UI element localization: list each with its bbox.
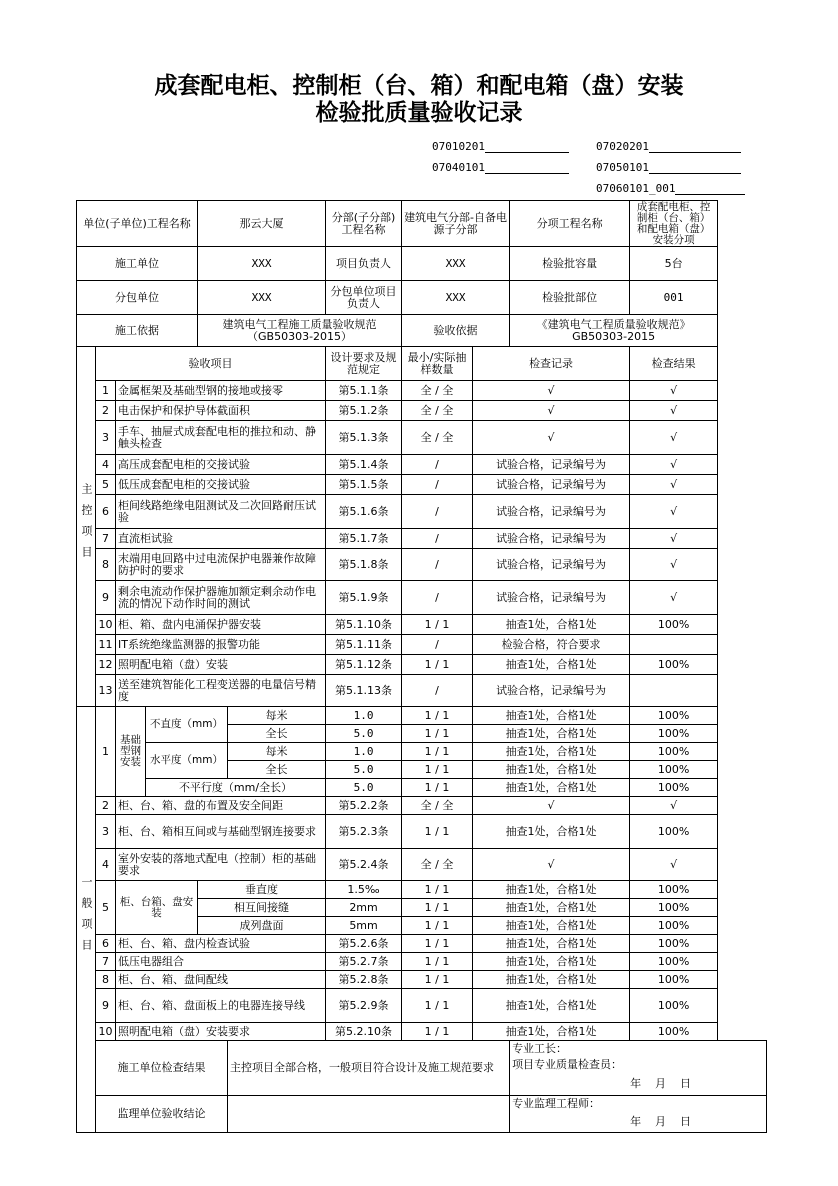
item-no: 5 xyxy=(96,475,116,495)
unit-label: 单位(子单位)工程名称 xyxy=(77,201,198,247)
item-spec: 第5.1.11条 xyxy=(326,635,402,655)
item-record: 抽查1处，合格1处 xyxy=(473,707,630,725)
group-label: 柜、台箱、盘安装 xyxy=(116,881,198,935)
item-name: 室外安装的落地式配电（控制）柜的基础要求 xyxy=(116,849,326,881)
item-sample: 1 / 1 xyxy=(402,935,473,953)
item-spec: 第5.2.8条 xyxy=(326,971,402,989)
item-spec: 第5.1.7条 xyxy=(326,529,402,549)
item-result xyxy=(630,675,718,707)
item-record: 抽查1处，合格1处 xyxy=(473,989,630,1023)
subcontractor-value: XXX xyxy=(198,281,326,315)
sub-pm-value: XXX xyxy=(402,281,510,315)
item-result: √ xyxy=(630,549,718,581)
item-sample: / xyxy=(402,529,473,549)
item-spec: 第5.2.7条 xyxy=(326,953,402,971)
item-result: 100% xyxy=(630,953,718,971)
batch-code: 07020201 xyxy=(596,140,649,153)
item-sample: / xyxy=(402,635,473,655)
item-name: 柜间线路绝缘电阻测试及二次回路耐压试验 xyxy=(116,495,326,529)
item-no: 9 xyxy=(96,989,116,1023)
item-record: 抽查1处，合格1处 xyxy=(473,655,630,675)
item-result: √ xyxy=(630,401,718,421)
item-sample: 1 / 1 xyxy=(402,655,473,675)
division-value: 建筑电气分部-自备电源子分部 xyxy=(402,201,510,247)
item-sample: 1 / 1 xyxy=(402,779,473,797)
column-record: 检查记录 xyxy=(473,347,630,381)
item-record: 试验合格，记录编号为 xyxy=(473,581,630,615)
acceptance-record-table xyxy=(76,200,767,1133)
item-name: 柜、箱、盘内电涌保护器安装 xyxy=(116,615,326,635)
general-section xyxy=(77,707,96,1133)
unit-value: 那云大厦 xyxy=(198,201,326,247)
item-name: 照明配电箱（盘）安装 xyxy=(116,655,326,675)
item-spec: 第5.2.10条 xyxy=(326,1023,402,1041)
item-sample: / xyxy=(402,581,473,615)
main-control-label: 主控项目 xyxy=(80,483,93,567)
item-sample: 1 / 1 xyxy=(402,707,473,725)
item-record: √ xyxy=(473,849,630,881)
item-record: 检验合格，符合要求 xyxy=(473,635,630,655)
item-result: 100% xyxy=(630,815,718,849)
item-sample: / xyxy=(402,495,473,529)
item-sample: / xyxy=(402,475,473,495)
item-spec: 5.0 xyxy=(326,725,402,743)
item-no: 9 xyxy=(96,581,116,615)
supervisor-engineer-label: 专业监理工程师： xyxy=(512,1097,601,1110)
item-name: 成列盘面 xyxy=(198,917,326,935)
item-name: 低压成套配电柜的交接试验 xyxy=(116,475,326,495)
item-result: 100% xyxy=(630,989,718,1023)
item-name: 垂直度 xyxy=(198,881,326,899)
item-sample: / xyxy=(402,455,473,475)
item-result xyxy=(630,635,718,655)
item-result: 100% xyxy=(630,615,718,635)
item-result: 100% xyxy=(630,761,718,779)
item-result: √ xyxy=(630,797,718,815)
item-record: 抽查1处，合格1处 xyxy=(473,953,630,971)
acceptance-basis-label: 验收依据 xyxy=(402,315,510,347)
parallel-label: 不平行度（mm/全长） xyxy=(146,779,326,797)
item-record: 抽查1处，合格1处 xyxy=(473,779,630,797)
item-sample: / xyxy=(402,549,473,581)
general-label: 一般项目 xyxy=(80,876,93,960)
item-sample: 1 / 1 xyxy=(402,953,473,971)
division-label: 分部(子分部)工程名称 xyxy=(326,201,402,247)
column-item: 验收项目 xyxy=(96,347,326,381)
item-name: 直流柜试验 xyxy=(116,529,326,549)
foreman-label: 专业工长： xyxy=(512,1042,568,1055)
item-spec: 1.0 xyxy=(326,707,402,725)
item-no: 12 xyxy=(96,655,116,675)
item-name: 相互间接缝 xyxy=(198,899,326,917)
item-record: 抽查1处，合格1处 xyxy=(473,1023,630,1041)
supervisor-date: 年 月 日 xyxy=(630,1115,692,1128)
item-result: 100% xyxy=(630,779,718,797)
item-result: √ xyxy=(630,475,718,495)
item-sample: 1 / 1 xyxy=(402,725,473,743)
item-name: 电击保护和保护导体截面积 xyxy=(116,401,326,421)
item-record: √ xyxy=(473,381,630,401)
item-spec: 5.0 xyxy=(326,761,402,779)
item-no: 6 xyxy=(96,935,116,953)
pm-label: 项目负责人 xyxy=(326,247,402,281)
item-sample: 全 / 全 xyxy=(402,381,473,401)
item-record: 试验合格，记录编号为 xyxy=(473,529,630,549)
item-name: 柜、台、箱相互间或与基础型钢连接要求 xyxy=(116,815,326,849)
item-no: 4 xyxy=(96,849,116,881)
item-sample: 1 / 1 xyxy=(402,917,473,935)
item-no: 2 xyxy=(96,797,116,815)
supervisor-label: 监理单位验收结论 xyxy=(96,1096,228,1133)
item-record: 抽查1处，合格1处 xyxy=(473,935,630,953)
item-spec: 1.0 xyxy=(326,743,402,761)
level-label: 水平度（mm） xyxy=(146,743,228,779)
column-result: 检查结果 xyxy=(630,347,718,381)
item-sample: 1 / 1 xyxy=(402,815,473,849)
builder-check-label: 施工单位检查结果 xyxy=(96,1041,228,1096)
item-spec: 第5.1.8条 xyxy=(326,549,402,581)
item-no: 8 xyxy=(96,549,116,581)
full-length-label: 全长 xyxy=(228,761,326,779)
item-record: √ xyxy=(473,401,630,421)
item-sample: 全 / 全 xyxy=(402,849,473,881)
item-record: 抽查1处，合格1处 xyxy=(473,761,630,779)
item-result: 100% xyxy=(630,655,718,675)
basis-value: 建筑电气工程施工质量验收规范（GB50303-2015） xyxy=(198,315,402,347)
item-sample: 全 / 全 xyxy=(402,401,473,421)
item-record: 抽查1处，合格1处 xyxy=(473,815,630,849)
capacity-value: 5台 xyxy=(630,247,718,281)
subcontractor-label: 分包单位 xyxy=(77,281,198,315)
item-spec: 第5.2.3条 xyxy=(326,815,402,849)
item-no: 8 xyxy=(96,971,116,989)
item-result: √ xyxy=(630,455,718,475)
item-record: √ xyxy=(473,421,630,455)
subitem-value: 成套配电柜、控制柜（台、箱）和配电箱（盘）安装分项 xyxy=(630,201,718,247)
item-record: 试验合格，记录编号为 xyxy=(473,475,630,495)
item-spec: 第5.1.6条 xyxy=(326,495,402,529)
item-record: 试验合格，记录编号为 xyxy=(473,675,630,707)
item-sample: 1 / 1 xyxy=(402,743,473,761)
item-sample: 1 / 1 xyxy=(402,899,473,917)
item-spec: 第5.1.10条 xyxy=(326,615,402,635)
item-spec: 第5.1.3条 xyxy=(326,421,402,455)
item-spec: 5mm xyxy=(326,917,402,935)
builder-label: 施工单位 xyxy=(77,247,198,281)
item-spec: 第5.1.9条 xyxy=(326,581,402,615)
page-title-line2: 检验批质量验收记录 xyxy=(315,100,523,126)
item-result: 100% xyxy=(630,899,718,917)
page-title-line1: 成套配电柜、控制柜（台、箱）和配电箱（盘）安装 xyxy=(154,73,684,99)
item-no: 7 xyxy=(96,953,116,971)
pm-value: XXX xyxy=(402,247,510,281)
item-no: 10 xyxy=(96,615,116,635)
item-result: 100% xyxy=(630,881,718,899)
item-sample: 1 / 1 xyxy=(402,615,473,635)
item-sample: 1 / 1 xyxy=(402,989,473,1023)
group-label: 基础型钢安装 xyxy=(116,707,146,797)
inspector-label: 项目专业质量检查员： xyxy=(512,1058,623,1071)
item-spec: 1.5‰ xyxy=(326,881,402,899)
item-result: √ xyxy=(630,421,718,455)
subitem-label: 分项工程名称 xyxy=(510,201,630,247)
item-record: 试验合格，记录编号为 xyxy=(473,549,630,581)
item-spec: 第5.2.4条 xyxy=(326,849,402,881)
column-spec: 设计要求及规范规定 xyxy=(326,347,402,381)
main-control-section xyxy=(77,347,96,707)
item-no: 6 xyxy=(96,495,116,529)
item-sample: 1 / 1 xyxy=(402,881,473,899)
item-no: 3 xyxy=(96,421,116,455)
item-spec: 第5.2.2条 xyxy=(326,797,402,815)
supervisor-signature-block xyxy=(510,1096,767,1133)
item-result: 100% xyxy=(630,971,718,989)
per-meter-label: 每米 xyxy=(228,743,326,761)
item-no: 1 xyxy=(96,707,116,797)
item-result: √ xyxy=(630,495,718,529)
item-name: 末端用电回路中过电流保护电器兼作故障防护时的要求 xyxy=(116,549,326,581)
item-sample: 全 / 全 xyxy=(402,421,473,455)
item-result: 100% xyxy=(630,917,718,935)
item-name: 照明配电箱（盘）安装要求 xyxy=(116,1023,326,1041)
item-result: √ xyxy=(630,381,718,401)
builder-value: XXX xyxy=(198,247,326,281)
item-no: 4 xyxy=(96,455,116,475)
batch-code: 07010201 xyxy=(432,140,485,153)
part-label: 检验批部位 xyxy=(510,281,630,315)
item-name: 低压电器组合 xyxy=(116,953,326,971)
item-record: 抽查1处，合格1处 xyxy=(473,917,630,935)
item-sample: / xyxy=(402,675,473,707)
item-spec: 第5.1.1条 xyxy=(326,381,402,401)
item-name: 柜、台、箱、盘内检查试验 xyxy=(116,935,326,953)
item-result: √ xyxy=(630,529,718,549)
item-name: 柜、台、箱、盘面板上的电器连接导线 xyxy=(116,989,326,1023)
item-sample: 全 / 全 xyxy=(402,797,473,815)
item-record: 抽查1处，合格1处 xyxy=(473,899,630,917)
item-result: 100% xyxy=(630,1023,718,1041)
supervisor-conclusion xyxy=(228,1096,510,1133)
full-length-label: 全长 xyxy=(228,725,326,743)
item-record: 抽查1处，合格1处 xyxy=(473,725,630,743)
item-sample: 1 / 1 xyxy=(402,1023,473,1041)
batch-code: 07060101_001 xyxy=(596,182,676,195)
item-result: 100% xyxy=(630,935,718,953)
item-no: 3 xyxy=(96,815,116,849)
item-spec: 5.0 xyxy=(326,779,402,797)
item-name: 金属框架及基础型钢的接地或接零 xyxy=(116,381,326,401)
check-date: 年 月 日 xyxy=(630,1077,692,1090)
item-spec: 第5.1.2条 xyxy=(326,401,402,421)
item-spec: 2mm xyxy=(326,899,402,917)
item-spec: 第5.1.4条 xyxy=(326,455,402,475)
item-spec: 第5.2.9条 xyxy=(326,989,402,1023)
builder-signature-block xyxy=(510,1041,767,1096)
item-no: 1 xyxy=(96,381,116,401)
item-name: 剩余电流动作保护器施加额定剩余动作电流的情况下动作时间的测试 xyxy=(116,581,326,615)
item-no: 13 xyxy=(96,675,116,707)
item-name: 手车、抽屉式成套配电柜的推拉和动、静触头检查 xyxy=(116,421,326,455)
batch-code: 07040101 xyxy=(432,161,485,174)
item-name: IT系统绝缘监测器的报警功能 xyxy=(116,635,326,655)
item-name: 柜、台、箱、盘的布置及安全间距 xyxy=(116,797,326,815)
item-record: 抽查1处，合格1处 xyxy=(473,743,630,761)
item-record: 抽查1处，合格1处 xyxy=(473,881,630,899)
part-value: 001 xyxy=(630,281,718,315)
item-name: 柜、台、箱、盘间配线 xyxy=(116,971,326,989)
item-name: 送至建筑智能化工程变送器的电量信号精度 xyxy=(116,675,326,707)
item-result: 100% xyxy=(630,707,718,725)
item-record: 试验合格，记录编号为 xyxy=(473,455,630,475)
column-sample: 最小/实际抽样数量 xyxy=(402,347,473,381)
item-spec: 第5.1.5条 xyxy=(326,475,402,495)
per-meter-label: 每米 xyxy=(228,707,326,725)
item-no: 2 xyxy=(96,401,116,421)
item-no: 5 xyxy=(96,881,116,935)
item-spec: 第5.2.6条 xyxy=(326,935,402,953)
batch-code: 07050101 xyxy=(596,161,649,174)
item-result: 100% xyxy=(630,743,718,761)
item-sample: 1 / 1 xyxy=(402,761,473,779)
item-result: √ xyxy=(630,849,718,881)
item-no: 10 xyxy=(96,1023,116,1041)
item-spec: 第5.1.13条 xyxy=(326,675,402,707)
builder-conclusion: 主控项目全部合格，一般项目符合设计及施工规范要求 xyxy=(228,1041,510,1096)
straightness-label: 不直度（mm） xyxy=(146,707,228,743)
item-result: √ xyxy=(630,581,718,615)
acceptance-basis-value: 《建筑电气工程质量验收规范》GB50303-2015 xyxy=(510,315,718,347)
item-no: 7 xyxy=(96,529,116,549)
item-sample: 1 / 1 xyxy=(402,971,473,989)
item-record: 抽查1处，合格1处 xyxy=(473,615,630,635)
item-record: √ xyxy=(473,797,630,815)
item-name: 高压成套配电柜的交接试验 xyxy=(116,455,326,475)
item-record: 抽查1处，合格1处 xyxy=(473,971,630,989)
basis-label: 施工依据 xyxy=(77,315,198,347)
item-record: 试验合格，记录编号为 xyxy=(473,495,630,529)
item-spec: 第5.1.12条 xyxy=(326,655,402,675)
item-no: 11 xyxy=(96,635,116,655)
item-result: 100% xyxy=(630,725,718,743)
sub-pm-label: 分包单位项目负责人 xyxy=(326,281,402,315)
capacity-label: 检验批容量 xyxy=(510,247,630,281)
